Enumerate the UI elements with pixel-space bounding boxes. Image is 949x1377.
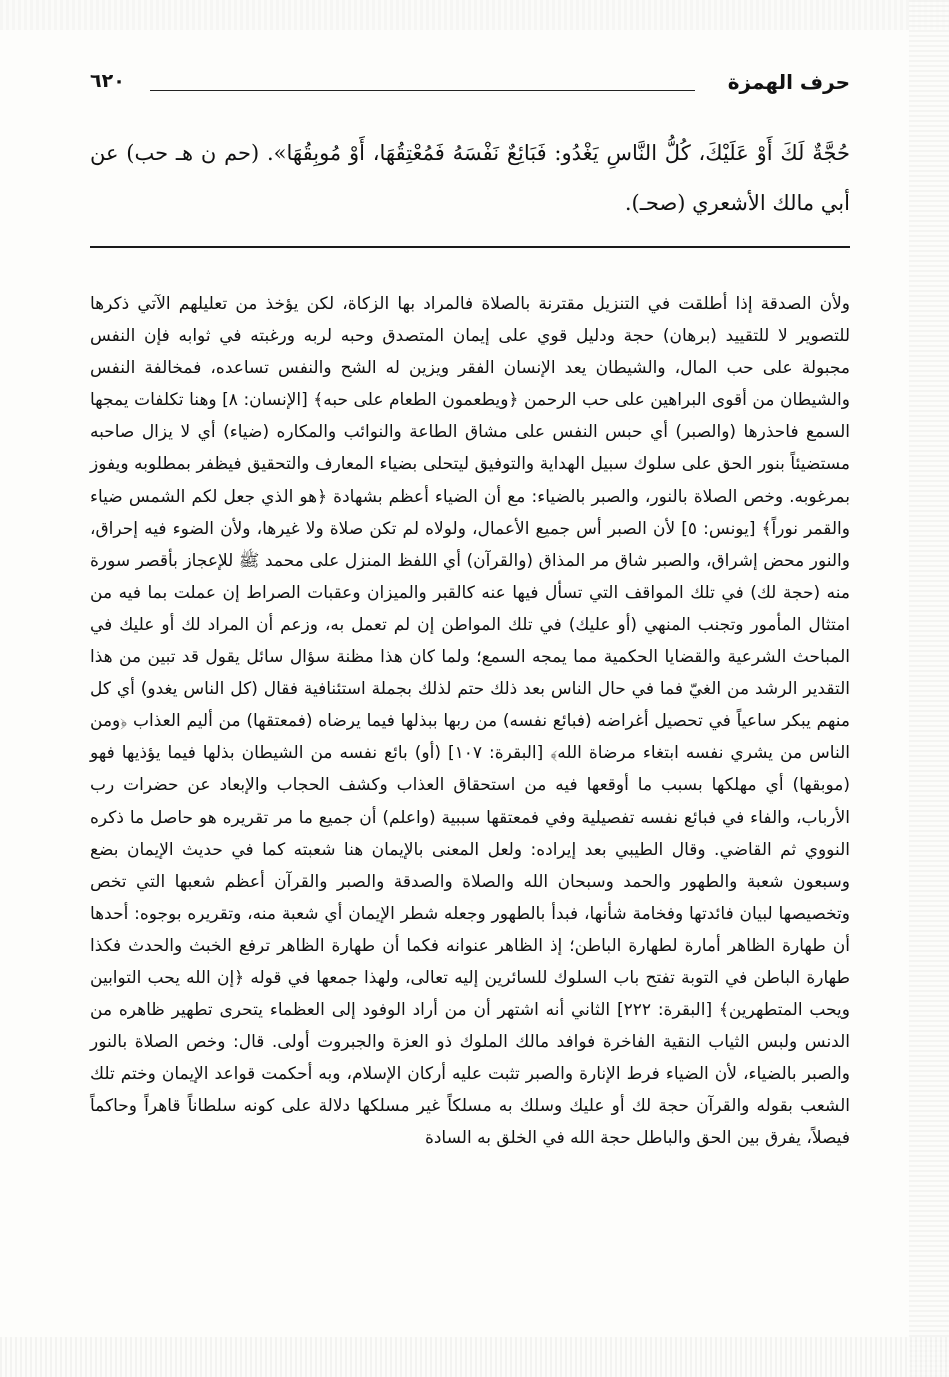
commentary-text: ولأن الصدقة إذا أطلقت في التنزيل مقترنة بالصلاة فالمراد بها الزكاة، لكن يؤخذ من تعليلهم الآتي ذكرها للتصوير لا للتقييد (برهان) حجة ودليل قوي على إيمان المتصدق وحبه لربه ورغبته في ثوابه فإن النفس مجبولة على حب المال، والشيطان يعد الإنسان الفقر ويزين له الشح والنفس تساعده، فمخالفة النفس والشيطان من أقوى البراهين على حب الرحمن ﴿ويطعمون الطعام على حبه﴾ [الإنسان: ٨] وهنا تكلفات يمجها السمع فاحذرها (والصبر) أي حبس النفس على مشاق الطاعة والنوائب والمكاره (ضياء) أي لا يزال صاحبه مستضيئاً بنور الحق على سلوك سبيل الهداية والتوفيق ليتحلى بضياء المعارف والتحقيق فيظفر بمطلوبه ويفوز بمرغوبه. وخص الصلاة بالنور، والصبر بالضياء: مع أن الضياء أعظم بشهادة ﴿هو الذي جعل لكم الشمس ضياء والقمر نوراً﴾ [يونس: ٥] لأن الصبر أس جميع الأعمال، ولولاه لم تكن صلاة ولا غيرها، ولأن الضوء فيه إحراق، والنور محض إشراق، والصبر شاق مر المذاق (والقرآن) أي اللفظ المنزل على محمد ﷺ للإعجاز بأقصر سورة منه (حجة لك) في تلك المواقف التي تسأل فيها عنه كالقبر والميزان وعقبات الصراط إن عملت بما فيه من امتثال المأمور وتجنب المنهي (أو عليك) في تلك المواطن إن لم تعمل به، وزعم أن المراد لك أو عليك في المباحث الشرعية والقضايا الحكمية مما يمجه السمع؛ ولما كان هذا مظنة سؤال سائل يقول قد تبين من هذا التقدير الرشد من الغيّ فما في حال الناس بعد ذلك حتم لذلك بجملة استئنافية فقال (كل الناس يغدو) أي كل منهم يبكر ساعياً في تحصيل أغراضه (فبائع نفسه) من ربها ببذلها فيما يرضاه (فمعتقها) من أليم العذاب ﴿ومن الناس من يشري نفسه ابتغاء مرضاة الله﴾ [البقرة: ١٠٧] (أو) بائع نفسه من الشيطان بذلها فيما يؤذيها فهو (موبقها) أي مهلكها بسبب ما أوقعها فيه من استحقاق العذاب وكشف الحجاب والإبعاد عن حضرات رب الأرباب، والفاء في فبائع نفسه تفصيلية وفي فمعتقها سببية (واعلم) أن جميع ما مر تقريره هو حاصل ما ذكره النووي ثم القاضي. وقال الطيبي بعد إيراده: ولعل المعنى بالإيمان هنا شعبته كما في حديث الإيمان بضع وسبعون شعبة والطهور والحمد وسبحان الله والصلاة والصدقة والصبر والقرآن أعظم شعبها التي تخص وتخصيصها لبيان فائدتها وفخامة شأنها، فبدأ بالطهور وجعله شطر الإيمان أي شعبة منه، وتقريره بوجوه: أحدها أن طهارة الظاهر أمارة لطهارة الباطن؛ إذ الظاهر عنوانه فكما أن طهارة الظاهر ترفع الخبث والحدث فكذا طهارة الباطن في التوبة تفتح باب السلوك للسائرين إليه تعالى، ولهذا جمعها في قوله ﴿إن الله يحب التوابين ويحب المتطهرين﴾ [البقرة: ٢٢٢] الثاني أنه اشتهر أن من أراد الوفود إلى العظماء يتحرى تطهير ظاهره من الدنس ولبس الثياب النقية الفاخرة فوافد مالك الملوك ذو العزة والجبروت أولى. قال: وخص الصلاة بالنور والصبر بالضياء، لأن الضياء فرط الإنارة والصبر تثبت عليه أركان الإسلام، وبه أحكمت قواعد الإيمان وختم تلك الشعب بقوله والقرآن حجة لك أو عليك وسلك به مسلكاً غير مسلكها دلالة على كونه سلطاناً قاهراً وحاكماً فيصلاً، يفرق بين الحق والباطل حجة الله في الخلق به السادة — [90, 294, 850, 1149]
chapter-title: حرف الهمزة — [727, 70, 850, 94]
commentary-block — [90, 288, 850, 1155]
hadith-text-block — [90, 128, 850, 228]
scan-edge-right — [909, 0, 949, 1377]
scan-edge-top — [0, 0, 949, 30]
page-number: ٦٢٠ — [90, 70, 125, 92]
header-rule — [150, 90, 695, 91]
section-divider — [90, 246, 850, 248]
running-header — [90, 68, 850, 108]
scan-edge-bottom — [0, 1337, 949, 1377]
hadith-text: حُجَّةٌ لَكَ أَوْ عَلَيْكَ، كُلُّ النَّاسِ يَغْدُو: فَبَائِعٌ نَفْسَهُ فَمُعْتِقُهَا، أَوْ مُوبِقُهَا». (حم ن هـ حب) عن أبي مالك الأشعري (صحـ). — [90, 141, 850, 215]
